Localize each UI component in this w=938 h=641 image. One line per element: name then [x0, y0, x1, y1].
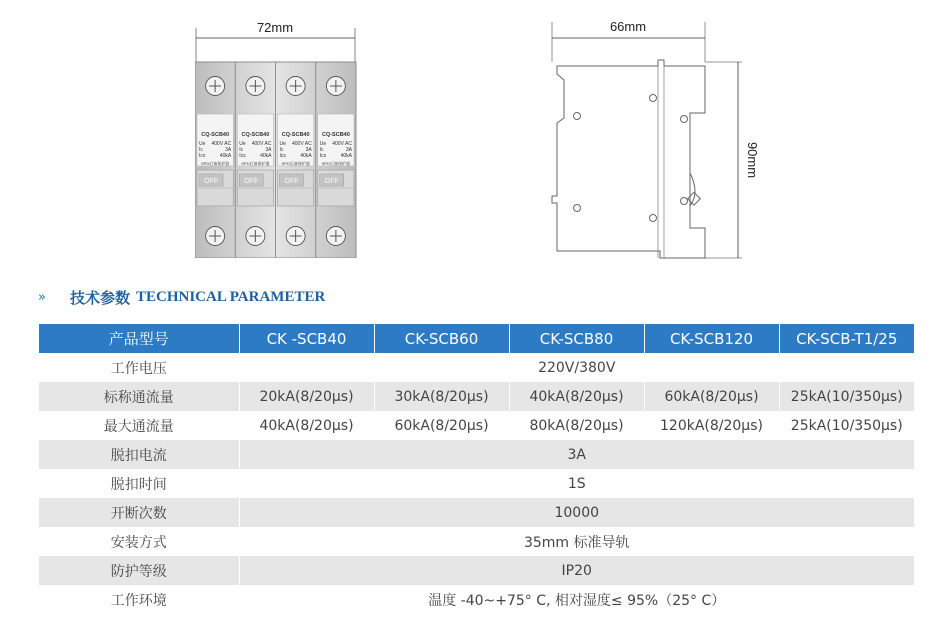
switch-state-label: OFF [244, 178, 259, 185]
spec-table [39, 324, 914, 614]
row-value: 30kA(8/20μs) [374, 382, 509, 411]
row-value: 60kA(8/20μs) [644, 382, 779, 411]
side-height-label: 90mm [745, 141, 760, 179]
module-spec-value: 3A [305, 147, 312, 153]
table-row [39, 382, 914, 411]
module-foot-label: SPD后备保护器 [321, 161, 350, 166]
row-label: 开断次数 [39, 498, 239, 527]
module-spec-value: 40kA [340, 153, 352, 159]
table-row [39, 527, 914, 556]
row-value: 10000 [239, 498, 914, 527]
module-foot-label: SPD后备保护器 [281, 161, 310, 166]
module-spec-value: 400V AC [211, 141, 232, 147]
row-label: 标称通流量 [39, 382, 239, 411]
module-spec-label: Ic [199, 147, 203, 153]
section-heading [38, 287, 325, 307]
screw-icon [206, 77, 225, 96]
module-model-label: CQ-SCB40 [201, 132, 230, 138]
screw-icon [286, 227, 305, 246]
screw-icon [246, 77, 265, 96]
module-model-label: CQ-SCB40 [281, 132, 310, 138]
row-value: 3A [239, 440, 914, 469]
row-value: 60kA(8/20μs) [374, 411, 509, 440]
module-model-label: CQ-SCB40 [321, 132, 350, 138]
module-spec-label: Ics [319, 153, 327, 159]
module-spec-label: Ics [199, 153, 206, 159]
module-spec-label: Ue [279, 141, 286, 147]
module-spec-value: 3A [225, 147, 232, 153]
module-spec-label: Ue [239, 141, 246, 147]
chevron-right-icon: » [38, 289, 46, 305]
table-header: CK-SCB-T1/25 [779, 324, 914, 353]
row-label: 防护等级 [39, 556, 239, 585]
switch-state-label: OFF [324, 178, 339, 185]
module-spec-value: 400V AC [251, 141, 272, 147]
row-value: 120kA(8/20μs) [644, 411, 779, 440]
screw-icon [246, 227, 265, 246]
module-spec-label: Ic [239, 147, 244, 153]
row-value: 35mm 标准导轨 [239, 527, 914, 556]
module-spec-value: 400V AC [332, 141, 352, 147]
module-spec-label: Ue [319, 141, 327, 147]
row-label: 脱扣电流 [39, 440, 239, 469]
row-value: 40kA(8/20μs) [239, 411, 374, 440]
row-label: 工作环境 [39, 585, 239, 614]
row-value: 25kA(10/350μs) [779, 411, 914, 440]
row-value: 40kA(8/20μs) [509, 382, 644, 411]
screw-icon [286, 77, 305, 96]
table-header: 产品型号 [39, 324, 239, 353]
table-row [39, 353, 914, 382]
row-label: 工作电压 [39, 353, 239, 382]
module-foot-label: SPD后备保护器 [241, 161, 270, 166]
switch-state-label: OFF [284, 178, 299, 185]
module-spec-value: 400V AC [292, 141, 312, 147]
row-value: IP20 [239, 556, 914, 585]
row-value: 温度 -40~+75° C, 相对湿度≤ 95%（25° C） [239, 585, 914, 614]
row-value: 20kA(8/20μs) [239, 382, 374, 411]
table-header: CK-SCB60 [374, 324, 509, 353]
row-value: 220V/380V [239, 353, 914, 382]
side-view-drawing [540, 18, 770, 263]
module-spec-label: Ic [279, 147, 284, 153]
table-header-row [39, 324, 914, 353]
table-row [39, 498, 914, 527]
row-value: 1S [239, 469, 914, 498]
module-spec-value: 3A [265, 147, 272, 153]
module-spec-value: 40kA [260, 153, 272, 159]
module-spec-label: Ics [239, 153, 246, 159]
switch-state-label: OFF [204, 178, 218, 185]
module-spec-value: 3A [345, 147, 352, 153]
table-row [39, 585, 914, 614]
row-value: 80kA(8/20μs) [509, 411, 644, 440]
table-header: CK -SCB40 [239, 324, 374, 353]
table-header: CK-SCB80 [509, 324, 644, 353]
section-title-zh: 技术参数 [69, 288, 130, 307]
module-spec-value: 40kA [219, 153, 232, 159]
module-spec-label: Ics [279, 153, 286, 159]
screw-icon [326, 77, 345, 96]
screw-icon [326, 227, 345, 246]
side-width-label: 66mm [609, 19, 647, 34]
row-label: 安装方式 [39, 527, 239, 556]
row-label: 脱扣时间 [39, 469, 239, 498]
table-header: CK-SCB120 [644, 324, 779, 353]
table-row [39, 556, 914, 585]
screw-icon [206, 227, 225, 246]
front-view-drawing [195, 18, 357, 258]
module-foot-label: SPD后备保护器 [201, 161, 230, 166]
module-spec-label: Ic [319, 147, 324, 153]
table-row [39, 440, 914, 469]
table-row [39, 411, 914, 440]
module-spec-label: Ue [199, 141, 206, 147]
module-model-label: CQ-SCB40 [241, 132, 270, 138]
row-label: 最大通流量 [39, 411, 239, 440]
module-spec-value: 40kA [300, 153, 312, 159]
table-row [39, 469, 914, 498]
row-value: 25kA(10/350μs) [779, 382, 914, 411]
front-width-label: 72mm [256, 20, 294, 35]
section-title-en: TECHNICAL PARAMETER [135, 288, 326, 305]
